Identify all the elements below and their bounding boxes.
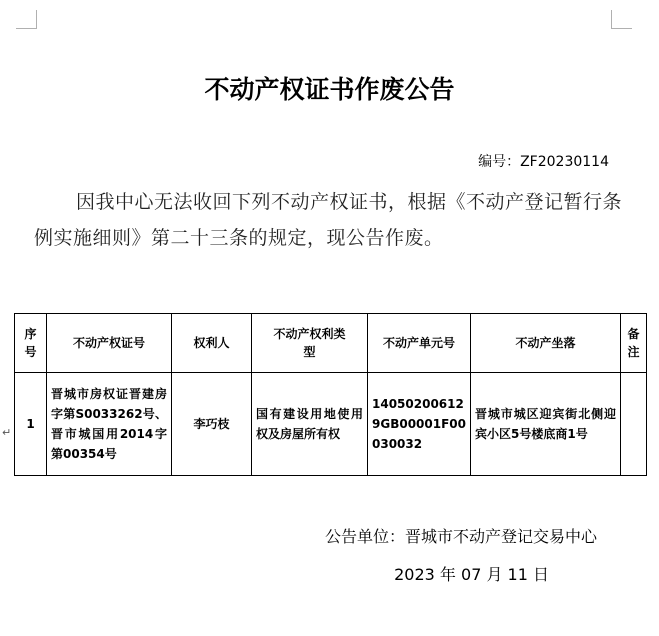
page-title: 不动产权证书作废公告 [204,75,455,104]
cell-unit-no: 140502006129GB00001F00030032 [368,373,471,476]
header-owner: 权利人 [172,314,252,373]
crop-mark-top-left [16,10,37,29]
notice-paragraph: 因我中心无法收回下列不动产权证书，根据《不动产登记暂行条例实施细则》第二十三条的规定，现公告作废。 [34,191,623,249]
cell-right-type: 国有建设用地使用权及房屋所有权 [252,373,368,476]
header-remark: 备注 [621,314,647,373]
certificate-table [14,313,647,476]
document-number: 编号：ZF20230114 [478,154,609,170]
header-cert-no: 不动产权证号 [47,314,172,373]
cell-remark [621,373,647,476]
header-seq: 序号 [15,314,47,373]
header-right-type: 不动产权利类型 [252,314,368,373]
cell-owner: 李巧枝 [172,373,252,476]
issue-date: 2023 年 07 月 11 日 [394,565,549,584]
header-location: 不动产坐落 [471,314,621,373]
cell-seq: 1 [15,373,47,476]
table-row [15,373,647,476]
header-unit-no: 不动产单元号 [368,314,471,373]
crop-mark-top-right [611,10,632,29]
issuing-unit: 公告单位：晋城市不动产登记交易中心 [324,527,597,546]
margin-mark: ↵ [2,426,12,439]
cell-cert-no: 晋城市房权证晋建房字第S0033262号、晋市城国用2014字第00354号 [47,373,172,476]
cell-location: 晋城市城区迎宾街北侧迎宾小区5号楼底商1号 [471,373,621,476]
table-header-row [15,314,647,373]
